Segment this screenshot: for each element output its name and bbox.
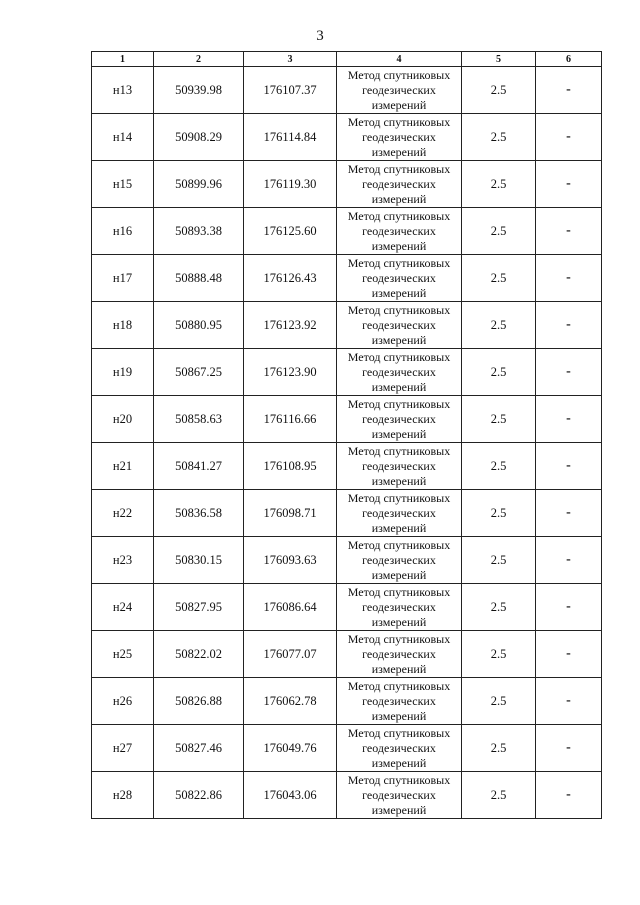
method-line: геодезических xyxy=(362,364,436,379)
method-cell xyxy=(337,631,462,678)
method-line: измерений xyxy=(371,708,427,723)
method-line: геодезических xyxy=(362,552,436,567)
x-coordinate-cell: 50939.98 xyxy=(154,67,244,114)
accuracy-cell: 2.5 xyxy=(462,772,536,819)
y-coordinate-cell: 176108.95 xyxy=(244,443,337,490)
note-cell: - xyxy=(536,255,602,302)
point-cell: н22 xyxy=(92,490,154,537)
table-row xyxy=(92,537,602,584)
y-coordinate-cell: 176107.37 xyxy=(244,67,337,114)
note-cell: - xyxy=(536,631,602,678)
accuracy-cell: 2.5 xyxy=(462,161,536,208)
x-coordinate-cell: 50899.96 xyxy=(154,161,244,208)
y-coordinate-cell: 176086.64 xyxy=(244,584,337,631)
note-cell: - xyxy=(536,161,602,208)
accuracy-cell: 2.5 xyxy=(462,67,536,114)
method-line: Метод спутниковых xyxy=(347,443,451,458)
point-cell: н19 xyxy=(92,349,154,396)
page-number: 3 xyxy=(316,28,324,44)
method-line: Метод спутниковых xyxy=(347,349,451,364)
note-cell: - xyxy=(536,537,602,584)
note-cell: - xyxy=(536,490,602,537)
method-line: геодезических xyxy=(362,458,436,473)
method-cell xyxy=(337,772,462,819)
accuracy-cell: 2.5 xyxy=(462,584,536,631)
accuracy-cell: 2.5 xyxy=(462,678,536,725)
method-line: измерений xyxy=(371,520,427,535)
column-header: 5 xyxy=(462,52,536,67)
note-cell: - xyxy=(536,772,602,819)
x-coordinate-cell: 50826.88 xyxy=(154,678,244,725)
table-row xyxy=(92,396,602,443)
x-coordinate-cell: 50830.15 xyxy=(154,537,244,584)
method-line: измерений xyxy=(371,379,427,394)
accuracy-cell: 2.5 xyxy=(462,490,536,537)
x-coordinate-cell: 50822.02 xyxy=(154,631,244,678)
method-line: геодезических xyxy=(362,505,436,520)
method-line: Метод спутниковых xyxy=(347,725,451,740)
x-coordinate-cell: 50880.95 xyxy=(154,302,244,349)
method-line: измерений xyxy=(371,426,427,441)
y-coordinate-cell: 176123.90 xyxy=(244,349,337,396)
method-line: измерений xyxy=(371,567,427,582)
method-line: измерений xyxy=(371,238,427,253)
x-coordinate-cell: 50836.58 xyxy=(154,490,244,537)
method-line: Метод спутниковых xyxy=(347,490,451,505)
method-line: измерений xyxy=(371,332,427,347)
table-row xyxy=(92,772,602,819)
method-cell xyxy=(337,396,462,443)
point-cell: н27 xyxy=(92,725,154,772)
x-coordinate-cell: 50867.25 xyxy=(154,349,244,396)
column-header: 6 xyxy=(536,52,602,67)
method-cell xyxy=(337,490,462,537)
y-coordinate-cell: 176125.60 xyxy=(244,208,337,255)
method-cell xyxy=(337,678,462,725)
point-cell: н28 xyxy=(92,772,154,819)
method-cell xyxy=(337,584,462,631)
y-coordinate-cell: 176119.30 xyxy=(244,161,337,208)
method-line: геодезических xyxy=(362,787,436,802)
method-line: измерений xyxy=(371,755,427,770)
method-line: геодезических xyxy=(362,740,436,755)
method-line: измерений xyxy=(371,285,427,300)
method-line: геодезических xyxy=(362,599,436,614)
table-header-row xyxy=(92,52,602,67)
point-cell: н21 xyxy=(92,443,154,490)
table-row xyxy=(92,443,602,490)
method-cell xyxy=(337,67,462,114)
method-line: измерений xyxy=(371,661,427,676)
table-row xyxy=(92,161,602,208)
note-cell: - xyxy=(536,584,602,631)
accuracy-cell: 2.5 xyxy=(462,396,536,443)
method-line: Метод спутниковых xyxy=(347,584,451,599)
method-line: измерений xyxy=(371,802,427,817)
note-cell: - xyxy=(536,302,602,349)
accuracy-cell: 2.5 xyxy=(462,302,536,349)
table-row xyxy=(92,302,602,349)
method-line: геодезических xyxy=(362,176,436,191)
x-coordinate-cell: 50822.86 xyxy=(154,772,244,819)
table-row xyxy=(92,584,602,631)
point-cell: н13 xyxy=(92,67,154,114)
column-header: 2 xyxy=(154,52,244,67)
method-line: Метод спутниковых xyxy=(347,67,451,82)
accuracy-cell: 2.5 xyxy=(462,349,536,396)
accuracy-cell: 2.5 xyxy=(462,443,536,490)
accuracy-cell: 2.5 xyxy=(462,255,536,302)
method-line: Метод спутниковых xyxy=(347,537,451,552)
x-coordinate-cell: 50841.27 xyxy=(154,443,244,490)
table-row xyxy=(92,631,602,678)
note-cell: - xyxy=(536,678,602,725)
note-cell: - xyxy=(536,443,602,490)
method-line: измерений xyxy=(371,473,427,488)
y-coordinate-cell: 176116.66 xyxy=(244,396,337,443)
coordinates-table xyxy=(91,51,602,819)
column-header: 4 xyxy=(337,52,462,67)
method-line: геодезических xyxy=(362,82,436,97)
column-header: 1 xyxy=(92,52,154,67)
note-cell: - xyxy=(536,725,602,772)
point-cell: н14 xyxy=(92,114,154,161)
note-cell: - xyxy=(536,67,602,114)
y-coordinate-cell: 176098.71 xyxy=(244,490,337,537)
method-cell xyxy=(337,349,462,396)
y-coordinate-cell: 176062.78 xyxy=(244,678,337,725)
accuracy-cell: 2.5 xyxy=(462,537,536,584)
method-line: Метод спутниковых xyxy=(347,161,451,176)
y-coordinate-cell: 176049.76 xyxy=(244,725,337,772)
point-cell: н17 xyxy=(92,255,154,302)
y-coordinate-cell: 176077.07 xyxy=(244,631,337,678)
method-line: геодезических xyxy=(362,223,436,238)
method-cell xyxy=(337,208,462,255)
method-line: измерений xyxy=(371,144,427,159)
method-cell xyxy=(337,443,462,490)
method-line: геодезических xyxy=(362,693,436,708)
method-line: Метод спутниковых xyxy=(347,114,451,129)
method-line: Метод спутниковых xyxy=(347,302,451,317)
y-coordinate-cell: 176123.92 xyxy=(244,302,337,349)
note-cell: - xyxy=(536,208,602,255)
table-row xyxy=(92,208,602,255)
x-coordinate-cell: 50908.29 xyxy=(154,114,244,161)
x-coordinate-cell: 50893.38 xyxy=(154,208,244,255)
y-coordinate-cell: 176126.43 xyxy=(244,255,337,302)
table-row xyxy=(92,255,602,302)
table-row xyxy=(92,678,602,725)
method-line: измерений xyxy=(371,97,427,112)
point-cell: н25 xyxy=(92,631,154,678)
table-row xyxy=(92,349,602,396)
x-coordinate-cell: 50827.46 xyxy=(154,725,244,772)
accuracy-cell: 2.5 xyxy=(462,631,536,678)
method-cell xyxy=(337,161,462,208)
point-cell: н16 xyxy=(92,208,154,255)
y-coordinate-cell: 176043.06 xyxy=(244,772,337,819)
accuracy-cell: 2.5 xyxy=(462,114,536,161)
note-cell: - xyxy=(536,349,602,396)
table-body xyxy=(92,67,602,819)
method-line: геодезических xyxy=(362,411,436,426)
method-line: Метод спутниковых xyxy=(347,396,451,411)
point-cell: н15 xyxy=(92,161,154,208)
y-coordinate-cell: 176114.84 xyxy=(244,114,337,161)
x-coordinate-cell: 50888.48 xyxy=(154,255,244,302)
method-line: Метод спутниковых xyxy=(347,255,451,270)
table-row xyxy=(92,114,602,161)
table-row xyxy=(92,67,602,114)
column-header: 3 xyxy=(244,52,337,67)
method-line: геодезических xyxy=(362,129,436,144)
point-cell: н20 xyxy=(92,396,154,443)
note-cell: - xyxy=(536,114,602,161)
method-cell xyxy=(337,302,462,349)
method-cell xyxy=(337,725,462,772)
method-line: геодезических xyxy=(362,646,436,661)
x-coordinate-cell: 50858.63 xyxy=(154,396,244,443)
point-cell: н18 xyxy=(92,302,154,349)
table-row xyxy=(92,490,602,537)
method-line: измерений xyxy=(371,614,427,629)
point-cell: н26 xyxy=(92,678,154,725)
method-line: Метод спутниковых xyxy=(347,631,451,646)
point-cell: н23 xyxy=(92,537,154,584)
note-cell: - xyxy=(536,396,602,443)
accuracy-cell: 2.5 xyxy=(462,208,536,255)
method-line: Метод спутниковых xyxy=(347,678,451,693)
method-line: измерений xyxy=(371,191,427,206)
x-coordinate-cell: 50827.95 xyxy=(154,584,244,631)
method-line: геодезических xyxy=(362,317,436,332)
method-cell xyxy=(337,255,462,302)
method-line: геодезических xyxy=(362,270,436,285)
y-coordinate-cell: 176093.63 xyxy=(244,537,337,584)
table-row xyxy=(92,725,602,772)
point-cell: н24 xyxy=(92,584,154,631)
accuracy-cell: 2.5 xyxy=(462,725,536,772)
method-line: Метод спутниковых xyxy=(347,772,451,787)
method-line: Метод спутниковых xyxy=(347,208,451,223)
method-cell xyxy=(337,537,462,584)
method-cell xyxy=(337,114,462,161)
